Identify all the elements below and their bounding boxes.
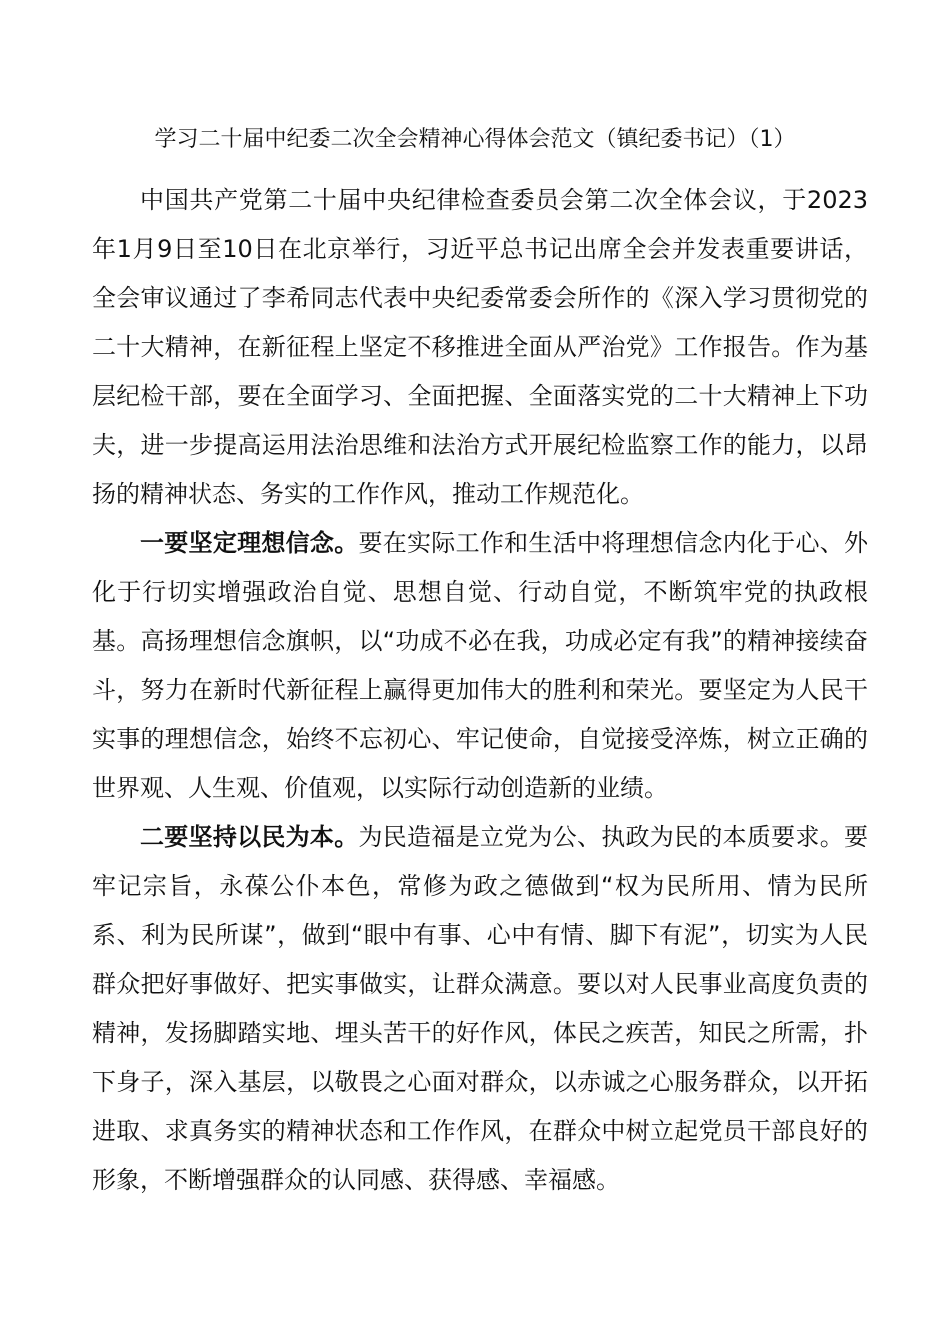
paragraph-people-heading: 二要坚持以民为本。 (140, 823, 359, 851)
paragraph-ideals-text: 要在实际工作和生活中将理想信念内化于心、外化于行切实增强政治自觉、思想自觉、行动自觉，不断筑牢党的执政根基。高扬理想信念旗帜，以“功成不必在我，功成必定有我”的精神接续奋斗，努力在新时代新征程上赢得更加伟大的胜利和荣光。要坚定为人民干实事的理想信念，始终不忘初心、牢记使命，自觉接受淬炼，树立正确的世界观、人生观、价值观，以实际行动创造新的业绩。 (92, 529, 869, 802)
paragraph-intro (92, 176, 868, 519)
paragraph-ideals (92, 519, 868, 813)
paragraph-intro-text: 中国共产党第二十届中央纪律检查委员会第二次全体会议，于2023年1月9日至10日在北京举行，习近平总书记出席全会并发表重要讲话，全会审议通过了李希同志代表中央纪委常委会所作的《深入学习贯彻党的二十大精神，在新征程上坚定不移推进全面从严治党》工作报告。作为基层纪检干部，要在全面学习、全面把握、全面落实党的二十大精神上下功夫，进一步提高运用法治思维和法治方式开展纪检监察工作的能力，以昂扬的精神状态、务实的工作作风，推动工作规范化。 (92, 186, 868, 508)
document-title: 学习二十届中纪委二次全会精神心得体会范文（镇纪委书记）（1） (154, 127, 796, 152)
paragraph-people-text: 为民造福是立党为公、执政为民的本质要求。要牢记宗旨，永葆公仆本色，常修为政之德做到“权为民所用、情为民所系、利为民所谋”，做到“眼中有事、心中有情、脚下有泥”，切实为人民群众把好事做好、把实事做实，让群众满意。要以对人民事业高度负责的精神，发扬脚踏实地、埋头苦干的好作风，体民之疾苦，知民之所需，扑下身子，深入基层，以敬畏之心面对群众，以赤诚之心服务群众，以开拓进取、求真务实的精神状态和工作作风，在群众中树立起党员干部良好的形象，不断增强群众的认同感、获得感、幸福感。 (92, 823, 869, 1194)
paragraph-ideals-heading: 一要坚定理想信念。 (140, 529, 359, 557)
paragraph-people (92, 813, 868, 1205)
document-body (92, 176, 868, 1205)
